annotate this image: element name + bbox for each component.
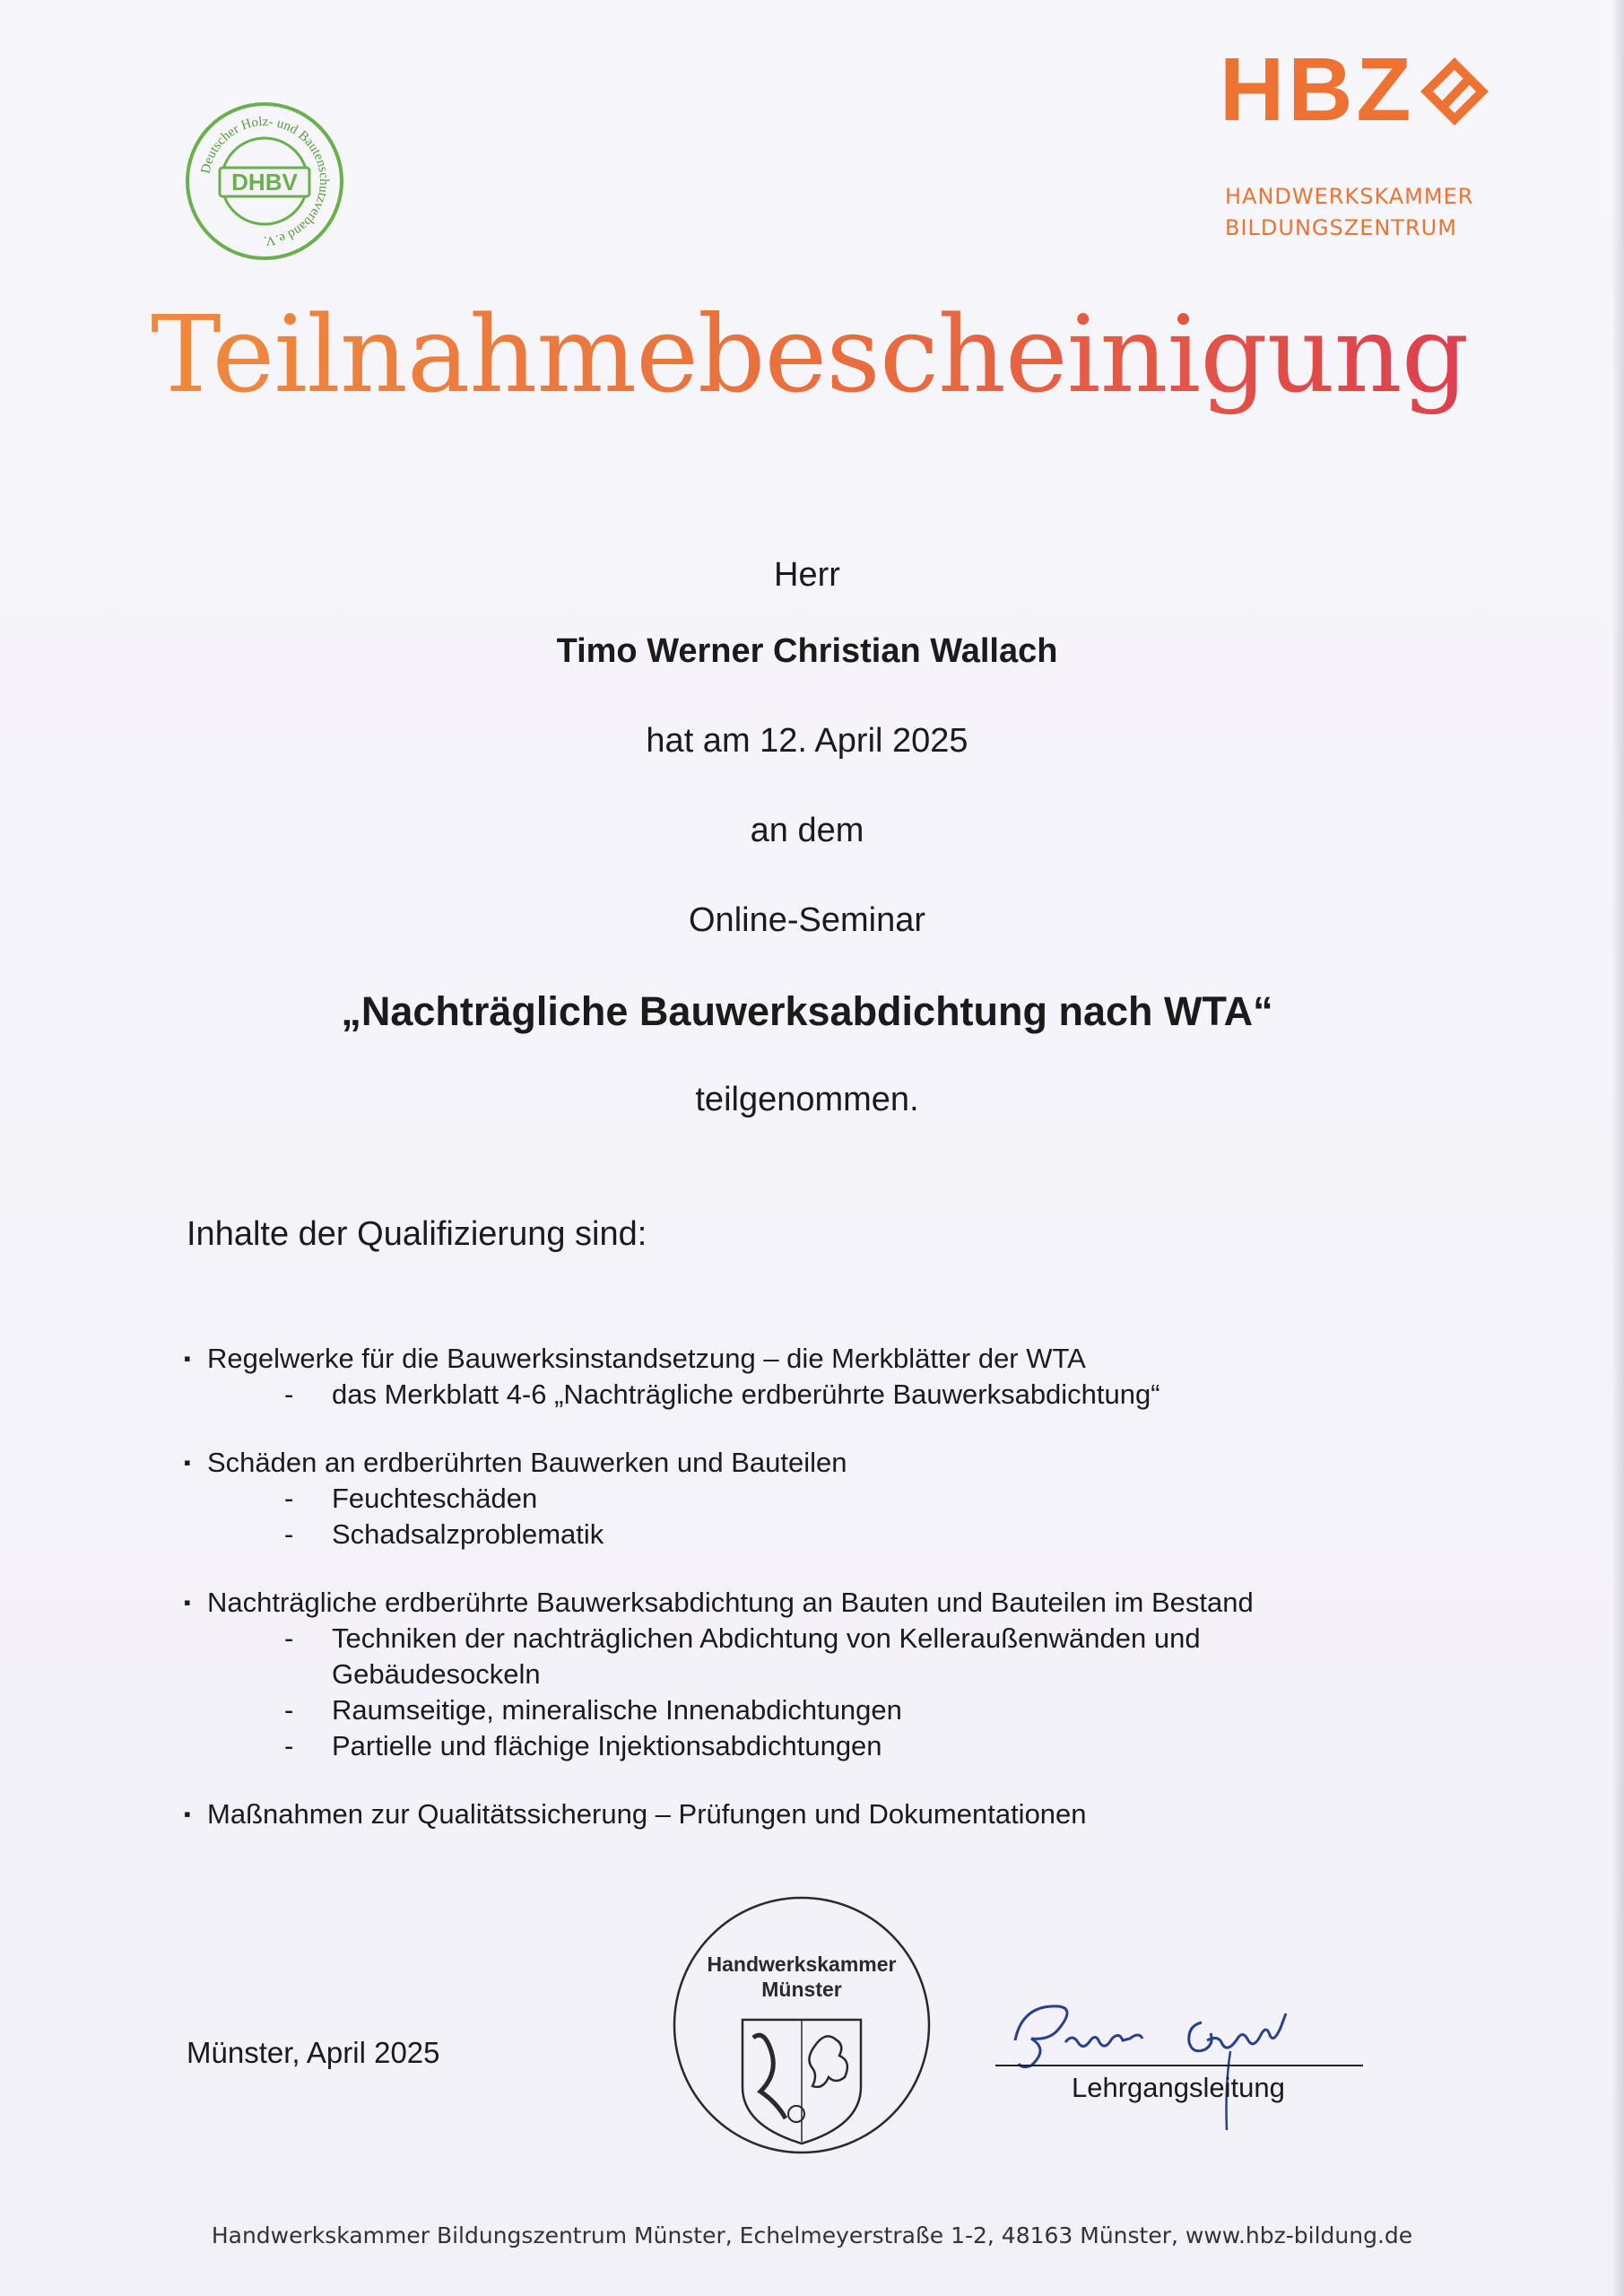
- hbz-letters: HBZ: [1220, 39, 1415, 140]
- svg-text:Deutscher Holz- und Bautenschu: Deutscher Holz- und Bautenschutzverband e.V.: [198, 114, 332, 248]
- list-item: ▪ Schäden an erdberührten Bauwerken und Bauteilen: [184, 1445, 1439, 1481]
- certificate-title: Teilnahmebescheinigung: [151, 287, 1496, 422]
- svg-text:DHBV: DHBV: [231, 169, 298, 196]
- hbz-line-1: HANDWERKSKAMMER: [1225, 184, 1474, 209]
- official-stamp: [671, 1894, 933, 2156]
- list-subitem-continuation: Gebäudesockeln: [332, 1658, 541, 1690]
- signature: [995, 1987, 1381, 2139]
- stamp-line-1: Handwerkskammer: [707, 1952, 897, 1976]
- contents-heading: Inhalte der Qualifizierung sind:: [187, 1215, 647, 1253]
- list-item: ▪ Regelwerke für die Bauwerksinstandsetzung – die Merkblätter der WTA: [184, 1341, 1439, 1377]
- list-group: [184, 1445, 1439, 1552]
- list-subitem: - Raumseitige, mineralische Innenabdichtungen: [284, 1694, 902, 1726]
- list-subitem: - Schadsalzproblematik: [284, 1518, 604, 1550]
- paper-edge: [1611, 0, 1624, 2296]
- salutation: Herr: [774, 556, 840, 594]
- hbz-mark-icon: [1417, 54, 1492, 129]
- hbz-line-2: BILDUNGSZENTRUM: [1225, 215, 1457, 240]
- signature-line: [995, 2065, 1363, 2066]
- dhbv-logo: [184, 100, 345, 262]
- list-group: [184, 1341, 1439, 1413]
- footer-address: Handwerkskammer Bildungszentrum Münster, Echelmeyerstraße 1-2, 48163 Münster, www.hbz-bildung.de: [211, 2222, 1413, 2248]
- list-subitem: - Partielle und flächige Injektionsabdichtungen: [284, 1730, 882, 1761]
- list-subitem: - Feuchteschäden: [284, 1483, 538, 1514]
- seminar-title: „Nachträgliche Bauwerksabdichtung nach WTA“: [341, 988, 1273, 1034]
- stamp-line-2: Münster: [761, 1978, 842, 2001]
- participant-name: Timo Werner Christian Wallach: [556, 632, 1058, 670]
- date-line: hat am 12. April 2025: [646, 722, 968, 760]
- an-dem-line: an dem: [750, 812, 864, 849]
- contents-list: [184, 1341, 1439, 1865]
- list-subitem: - Techniken der nachträglichen Abdichtung von Kelleraußenwänden und: [284, 1622, 1201, 1654]
- signature-label: Lehrgangsleitung: [1072, 2072, 1285, 2103]
- list-item: ▪ Nachträgliche erdberührte Bauwerksabdichtung an Bauten und Bauteilen im Bestand: [184, 1585, 1439, 1621]
- list-group: [184, 1585, 1439, 1764]
- list-subitem: - das Merkblatt 4-6 „Nachträgliche erdberührte Bauwerksabdichtung“: [284, 1378, 1160, 1410]
- list-group: [184, 1796, 1439, 1832]
- format-line: Online-Seminar: [689, 901, 925, 939]
- place-date: Münster, April 2025: [187, 2036, 440, 2069]
- hbz-logo: [1220, 39, 1507, 240]
- closing-line: teilgenommen.: [695, 1081, 919, 1118]
- list-item: ▪ Maßnahmen zur Qualitätssicherung – Prüfungen und Dokumentationen: [184, 1796, 1439, 1832]
